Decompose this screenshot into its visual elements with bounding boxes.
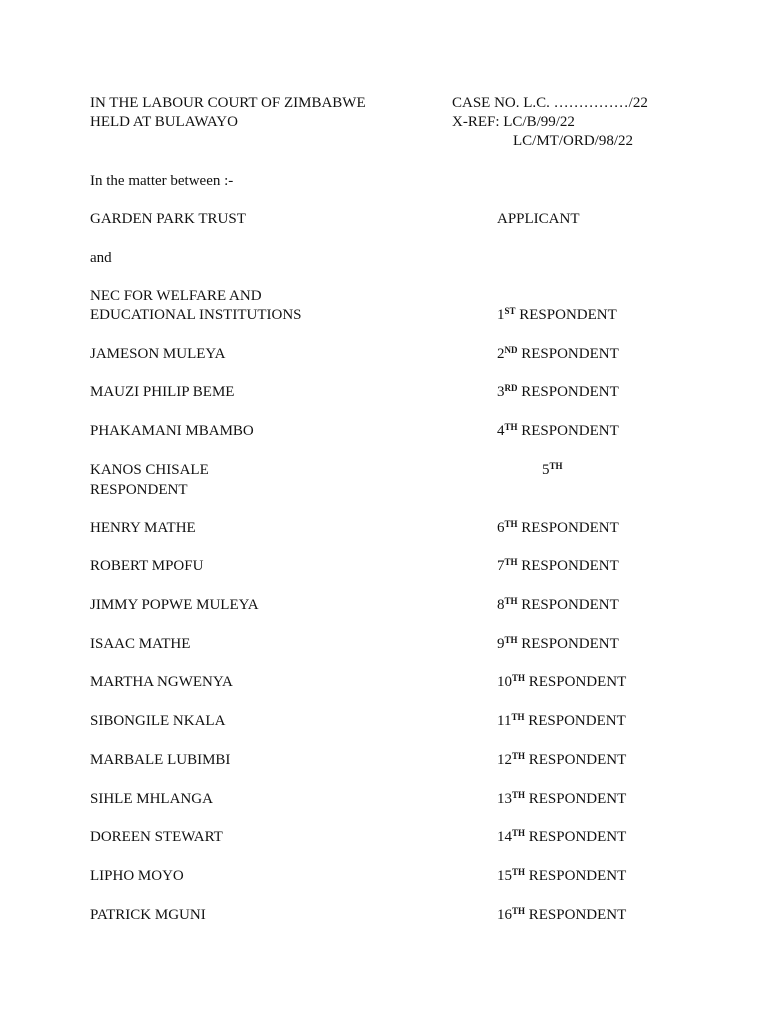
respondent-role: 13TH RESPONDENT xyxy=(497,790,627,807)
respondent-role: 14TH RESPONDENT xyxy=(497,828,627,845)
respondent-role: 3RD RESPONDENT xyxy=(497,383,619,400)
respondent-role: 8TH RESPONDENT xyxy=(497,596,619,613)
respondent-role: 7TH RESPONDENT xyxy=(497,557,619,574)
respondent-name: PHAKAMANI MBAMBO xyxy=(90,423,254,439)
respondent-name-line2: EDUCATIONAL INSTITUTIONS xyxy=(90,307,302,323)
respondent-name: SIHLE MHLANGA xyxy=(90,791,213,807)
respondent-role: 1ST RESPONDENT xyxy=(497,306,617,323)
respondent-role: 11TH RESPONDENT xyxy=(497,712,626,729)
respondent-role-wrapped: RESPONDENT xyxy=(90,482,188,498)
respondent-name: JAMESON MULEYA xyxy=(90,346,226,362)
applicant-name: GARDEN PARK TRUST xyxy=(90,211,246,227)
respondent-name: KANOS CHISALE xyxy=(90,462,209,478)
respondent-name: ISAAC MATHE xyxy=(90,636,191,652)
respondent-role: 10TH RESPONDENT xyxy=(497,673,627,690)
respondent-name: MARBALE LUBIMBI xyxy=(90,752,231,768)
cross-reference: X-REF: LC/B/99/22 xyxy=(452,114,575,130)
cross-reference-2: LC/MT/ORD/98/22 xyxy=(513,133,634,149)
respondent-name-line1: NEC FOR WELFARE AND xyxy=(90,288,262,304)
applicant-role: APPLICANT xyxy=(497,211,580,227)
respondent-name: LIPHO MOYO xyxy=(90,868,184,884)
respondent-role: 16TH RESPONDENT xyxy=(497,906,627,923)
respondent-name: MARTHA NGWENYA xyxy=(90,674,233,690)
respondent-name: JIMMY POPWE MULEYA xyxy=(90,597,259,613)
respondent-number: 5TH xyxy=(542,461,563,478)
respondent-role: 9TH RESPONDENT xyxy=(497,635,619,652)
respondent-role: 12TH RESPONDENT xyxy=(497,751,627,768)
court-location: HELD AT BULAWAYO xyxy=(90,114,238,130)
respondent-role: 4TH RESPONDENT xyxy=(497,422,619,439)
respondent-name: HENRY MATHE xyxy=(90,520,196,536)
case-number: CASE NO. L.C. ……………/22 xyxy=(452,95,648,111)
court-name: IN THE LABOUR COURT OF ZIMBABWE xyxy=(90,95,366,111)
respondent-name: DOREEN STEWART xyxy=(90,829,223,845)
respondent-role: 6TH RESPONDENT xyxy=(497,519,619,536)
intro-text: In the matter between :- xyxy=(90,173,234,189)
respondent-name: MAUZI PHILIP BEME xyxy=(90,384,235,400)
conjunction: and xyxy=(90,250,112,266)
respondent-role: 2ND RESPONDENT xyxy=(497,345,619,362)
respondent-name: ROBERT MPOFU xyxy=(90,558,204,574)
respondent-name: PATRICK MGUNI xyxy=(90,907,206,923)
respondent-name: SIBONGILE NKALA xyxy=(90,713,226,729)
respondent-role: 15TH RESPONDENT xyxy=(497,867,627,884)
